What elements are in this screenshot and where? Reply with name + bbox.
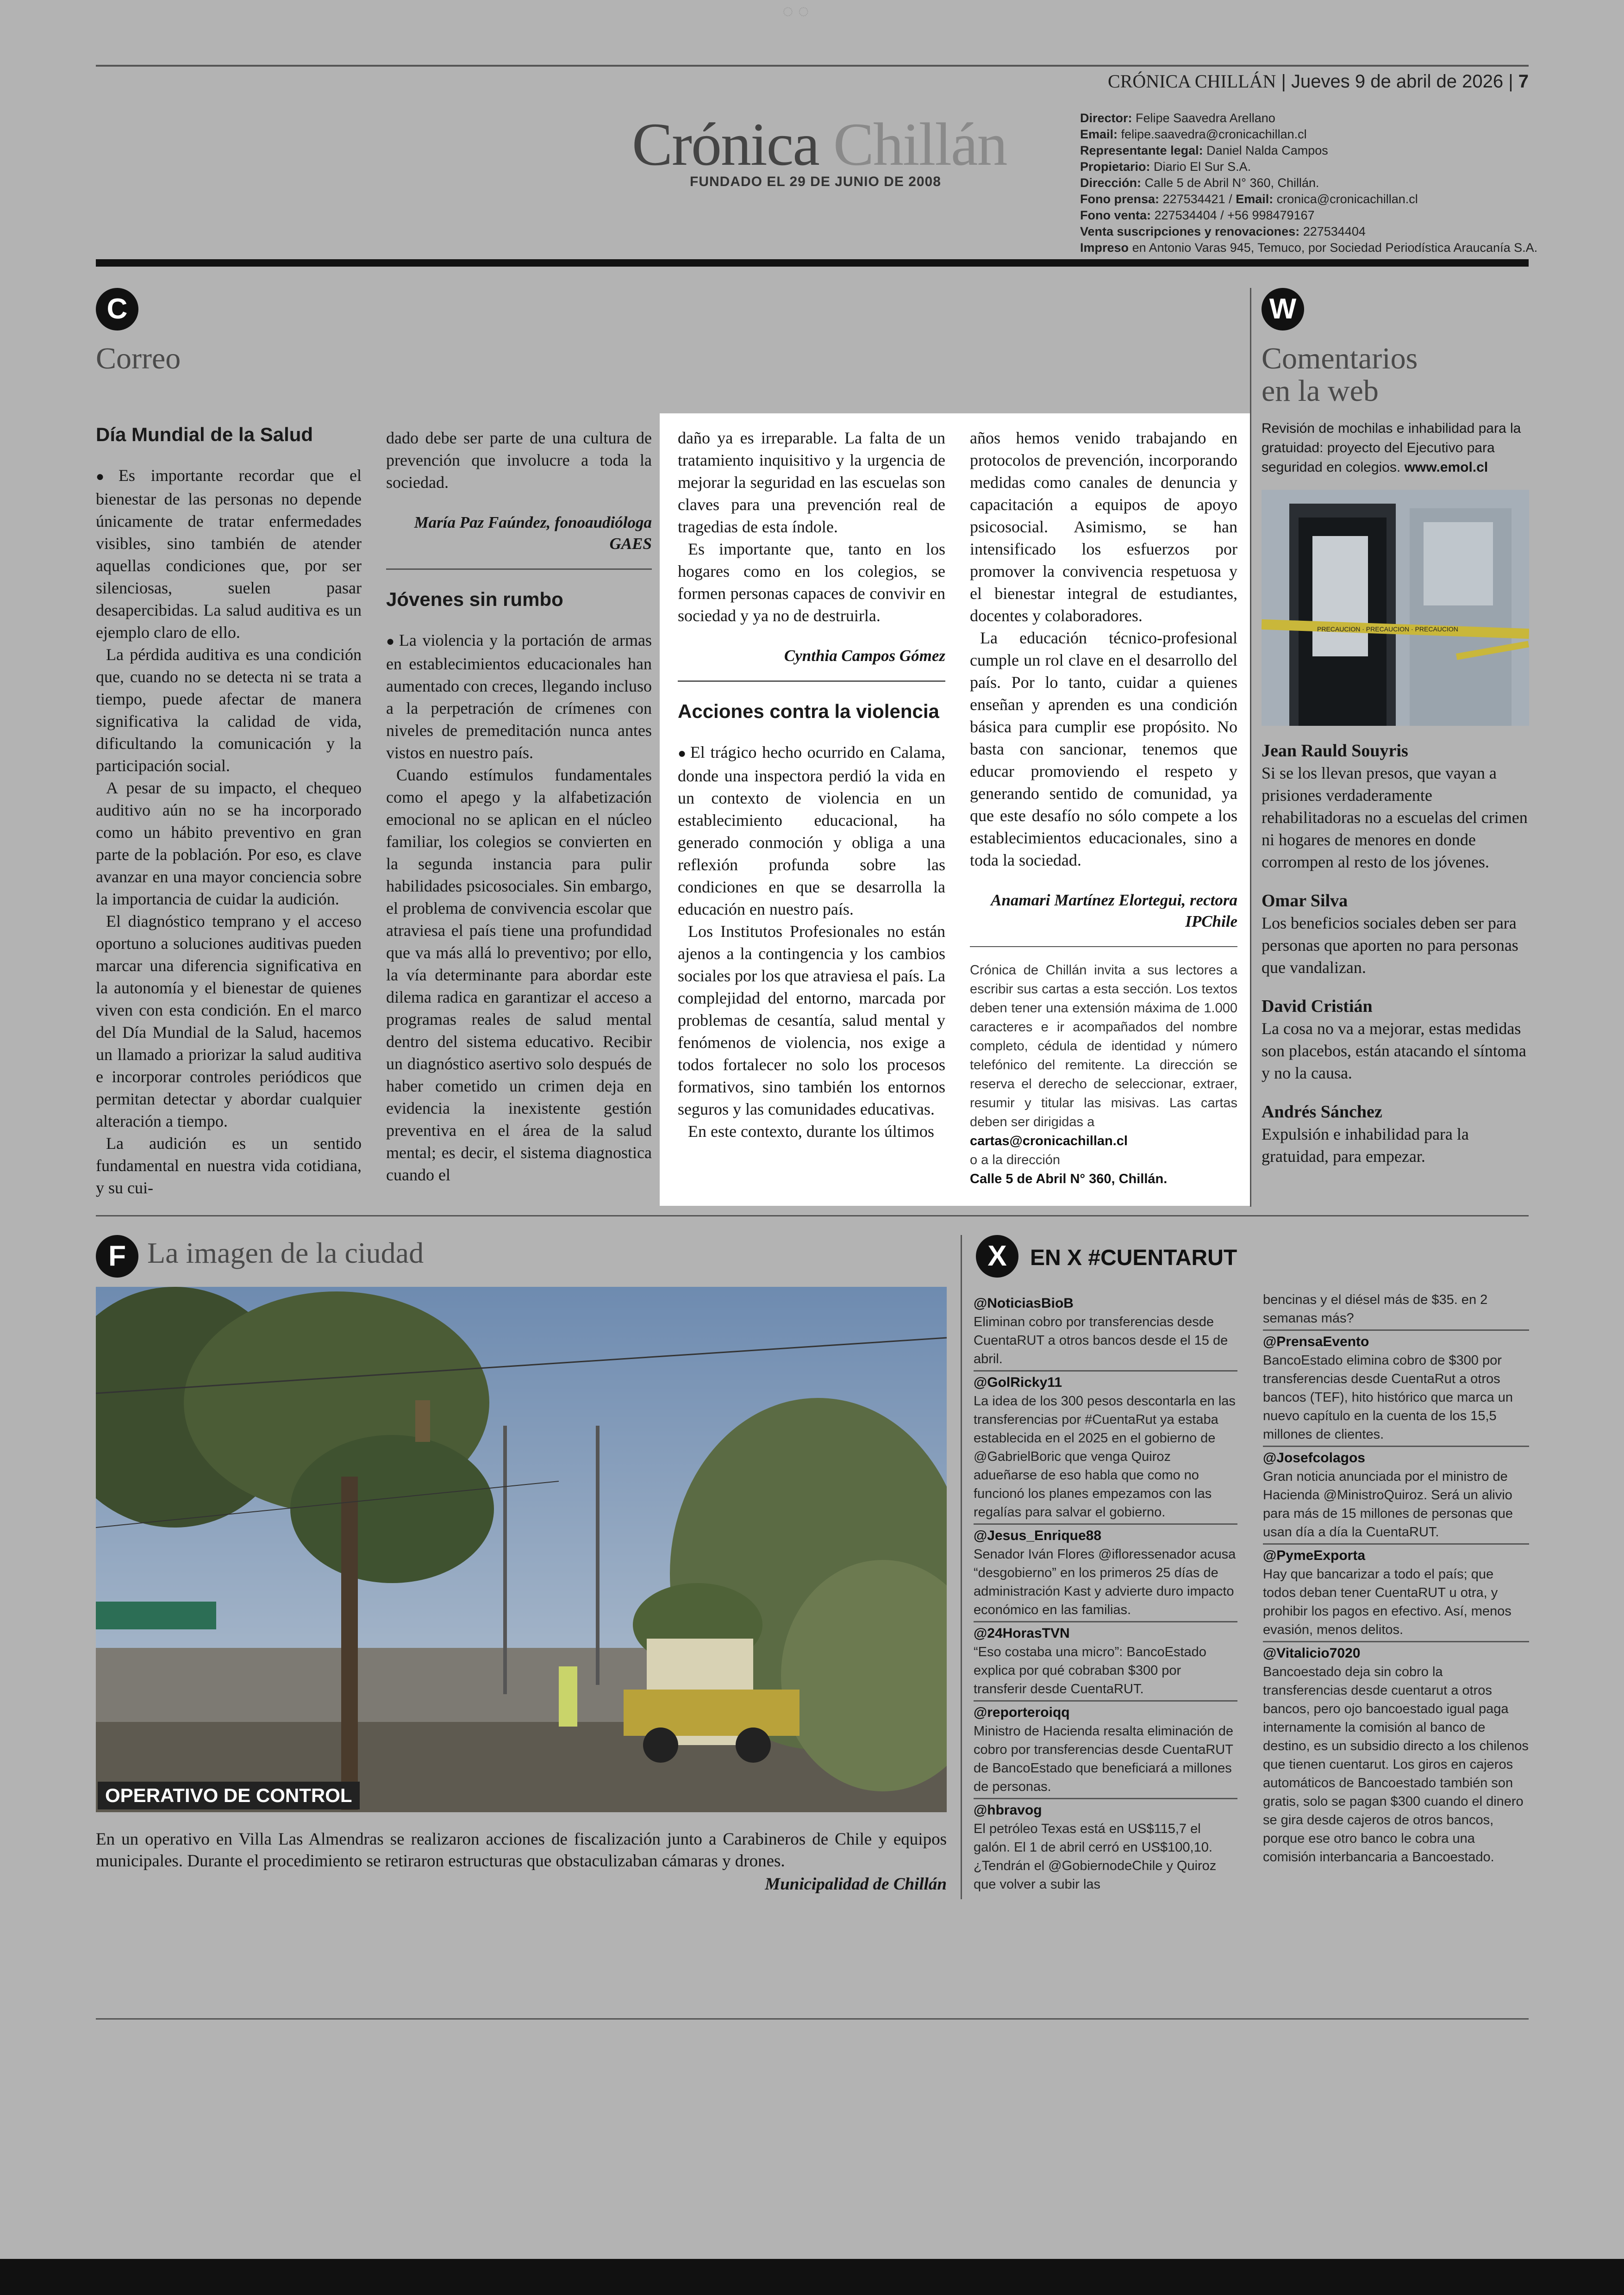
x-title: EN X #CUENTARUT xyxy=(1030,1246,1237,1270)
letter1-p4: El diagnóstico temprano y el acceso oportuno a soluciones auditivas pueden marcar una diferencia significativa en la autonomía y el bienestar de quienes viven con esta condición. En el marco del Día Mundial de la Salud, hacemos un llamado a priorizar la salud auditiva e incorporar controles periódicos que permitan detectar y abordar cualquier alteración a tiempo. xyxy=(96,912,362,1130)
notice-address: Calle 5 de Abril N° 360, Chillán. xyxy=(970,1172,1168,1186)
correo-badge: C xyxy=(96,288,138,331)
photo-tag: OPERATIVO DE CONTROL xyxy=(98,1782,360,1809)
letter2-p1: ● La violencia y la portación de armas en establecimientos educacionales han aumentado con creces, llegando incluso a la perpetración de crímenes con niveles de premeditación nunca antes vistos en nuestro país. xyxy=(386,629,652,764)
comment-text: Expulsión e inhabilidad para la gratuidad, para empezar. xyxy=(1262,1125,1469,1166)
tweet-handle[interactable]: @reporteroiqq xyxy=(974,1700,1237,1722)
letter1-p5: La audición es un sentido fundamental en nuestra vida cotidiana, y su cui- xyxy=(96,1134,362,1197)
column-4 xyxy=(970,427,1237,1189)
letter1-p6: dado debe ser parte de una cultura de prevención que involucre a toda la sociedad. xyxy=(386,429,652,492)
section-divider xyxy=(96,1215,1529,1216)
bottom-rule xyxy=(96,2018,1529,2020)
city-photo xyxy=(96,1287,947,1812)
tweet-handle[interactable]: @NoticiasBioB xyxy=(974,1296,1074,1311)
staff-value: felipe.saavedra@cronicachillan.cl xyxy=(1121,127,1307,141)
letter2-p2: Cuando estímulos fundamentales como el apego y la alfabetización emocional no se aplican en el núcleo familiar, los colegios se convierten en la segunda instancia para pulir habilidades psicosociales. Sin embargo, el problema de convivencia escolar que atraviesa el país tiene una profundidad que va más allá lo preventivo; por ello, la vía determinante para abordar este dilema radica en garantizar el acceso a programas reales de salud mental dentro del sistema educativo. Recibir un diagnóstico asertivo solo después de haber cometido un crimen deja en evidencia la inexistente gestión preventiva en el área de la salud mental; es decir, el sistema diagnostica cuando el xyxy=(386,766,652,1184)
letter3-p3: En este contexto, durante los últimos xyxy=(688,1122,934,1141)
letter2-p3: daño ya es irreparable. La falta de un tratamiento inquisitivo y la urgencia de mejorar la seguridad en las escuelas son claves para una prevención real de tragedias de esta índole. xyxy=(678,429,945,536)
letter2-p4: Es importante que, tanto en los hogares como en los colegios, se formen personas capaces de convivir en sociedad y ya no de destruirla. xyxy=(678,540,945,625)
staff-value: Felipe Saavedra Arellano xyxy=(1136,111,1275,125)
tweet-text: Bancoestado deja sin cobro la transferencias desde cuentarut a otros bancos, pero ojo bancoestado igual paga internamente la comisión al banco de destino, es un subsidio directo a los chilenos que tienen cuentarut. Los giros en cajeros automáticos de Bancoestado también son gratis, solo se pagan $300 cuando el dinero se gira desde cajeros de otros bancos, porque ese otro banco le cobra una comisión interbancaria a Bancoestado. xyxy=(1263,1665,1529,1865)
masthead-logo xyxy=(632,109,1007,180)
comment-author: David Cristián xyxy=(1262,997,1373,1016)
staff-value: en Antonio Varas 945, Temuco, por Sociedad Periodística Araucanía S.A. xyxy=(1132,241,1538,255)
folio-paper: CRÓNICA CHILLÁN xyxy=(1108,71,1276,92)
comment-text: Si se los llevan presos, que vayan a prisiones verdaderamente rehabilitadoras no a escuelas del crimen ni hogares de menores en donde corrompen al resto de los jóvenes. xyxy=(1262,764,1528,871)
masthead-a: Crónica xyxy=(632,110,819,178)
staff-key: Dirección: xyxy=(1080,176,1142,190)
tweet-handle[interactable]: @hbravog xyxy=(974,1798,1237,1820)
viewer-bottom-bar xyxy=(0,2259,1624,2295)
staff-key: Email: xyxy=(1080,127,1118,141)
comment-author: Omar Silva xyxy=(1262,891,1348,911)
masthead-rule xyxy=(96,259,1529,267)
divider xyxy=(386,568,652,570)
founded-line: FUNDADO EL 29 DE JUNIO DE 2008 xyxy=(690,174,941,189)
column-2 xyxy=(386,427,652,1186)
tweet-handle[interactable]: @PymeExporta xyxy=(1263,1543,1529,1565)
tweet-text: bencinas y el diésel más de $35. en 2 semanas más? xyxy=(1263,1292,1488,1326)
comment-author: Jean Rauld Souyris xyxy=(1262,741,1408,761)
web-comments xyxy=(1262,740,1529,1167)
tweet-handle[interactable]: @24HorasTVN xyxy=(974,1621,1237,1643)
comment xyxy=(1262,740,1529,873)
web-intro xyxy=(1262,419,1529,477)
letter1-p1: ● Es importante recordar que el bienestar de las personas no depende únicamente de tratar enfermedades visibles, sino también de atender aquellas condiciones que, por ser silenciosas, suelen pasar desapercibidas. La salud auditiva es un ejemplo claro de ello. xyxy=(96,464,362,643)
comment-author: Andrés Sánchez xyxy=(1262,1102,1382,1122)
comment xyxy=(1262,890,1529,979)
web-badge: W xyxy=(1262,288,1304,331)
letter3-title: Acciones contra la violencia xyxy=(678,700,939,722)
notice-or: o a la dirección xyxy=(970,1153,1061,1167)
letter3-signature: Anamari Martínez Elortegui, rectora IPChile xyxy=(991,891,1237,930)
comment xyxy=(1262,995,1529,1084)
tweet-handle[interactable]: @Vitalicio7020 xyxy=(1263,1641,1529,1663)
letter3-p4: años hemos venido trabajando en protocolos de prevención, incorporando medidas como canales de denuncia y capacitación a equipos de apoyo psicosocial. Asimismo, se han intensificado los esfuerzos por promover la convivencia respetuosa y el bienestar integral de estudiantes, docentes y colaboradores. xyxy=(970,429,1237,625)
staff-key: Impreso xyxy=(1080,241,1129,255)
staff-value: 227534404 / +56 998479167 xyxy=(1154,208,1315,222)
letter2-title: Jóvenes sin rumbo xyxy=(386,588,563,610)
staff-key: Director: xyxy=(1080,111,1132,125)
staff-key: Fono venta: xyxy=(1080,208,1151,222)
staff-value: Diario El Sur S.A. xyxy=(1154,160,1251,174)
letter1-p2: La pérdida auditiva es una condición que, cuando no se detecta ni se trata a tiempo, puede afectar de manera significativa la calidad de vida, dificultando la comunicación y la participación social. xyxy=(96,645,362,775)
top-rule xyxy=(96,65,1529,67)
page-nav-arrows[interactable]: ◌ ◌ xyxy=(782,0,809,21)
x-col1 xyxy=(974,1291,1237,1894)
letter1-col1 xyxy=(96,424,362,1199)
tweet-handle[interactable]: @GolRicky11 xyxy=(974,1370,1237,1392)
tweet-handle[interactable]: @Josefcolagos xyxy=(1263,1446,1529,1467)
comment-text: Los beneficios sociales deben ser para personas que aporten no para personas que vandalizan. xyxy=(1262,914,1518,977)
comment-text: La cosa no va a mejorar, estas medidas son placebos, están atacando el síntoma y no la causa. xyxy=(1262,1019,1526,1082)
tweet-text: Ministro de Hacienda resalta eliminación de cobro por transferencias desde CuentaRUT de BancoEstado que beneficiará a millones de personas. xyxy=(974,1724,1233,1794)
web-title xyxy=(1262,343,1418,407)
staff-box xyxy=(1080,110,1537,256)
column-3 xyxy=(678,427,945,1142)
staff-value: Daniel Nalda Campos xyxy=(1206,143,1328,157)
letters-notice xyxy=(970,961,1237,1189)
photo-credit: Municipalidad de Chillán xyxy=(765,1875,947,1894)
staff-key: Email: xyxy=(1236,192,1274,206)
correo-title: Correo xyxy=(96,342,181,375)
letter1-title: Día Mundial de la Salud xyxy=(96,424,313,445)
letter3-p1: ● El trágico hecho ocurrido en Calama, donde una inspectora perdió la vida en un contexto de violencia en un establecimiento educacional, ha generado conmoción y obliga a una reflexión profunda sobre las condiciones en que se desarrolla la educación en nuestro país. xyxy=(678,741,945,920)
folio: CRÓNICA CHILLÁN | Jueves 9 de abril de 2026 | 7 xyxy=(1108,71,1529,92)
vertical-divider xyxy=(961,1235,962,1899)
divider xyxy=(678,680,945,682)
folio-date: Jueves 9 de abril de 2026 xyxy=(1291,71,1504,92)
web-title-b: en la web xyxy=(1262,374,1379,408)
photo-caption: En un operativo en Villa Las Almendras se realizaron acciones de fiscalización junto a Carabineros de Chile y equipos municipales. Durante el procedimiento se retiraron estructuras que obstaculizaban cámaras y drones. xyxy=(96,1830,947,1871)
folio-page: 7 xyxy=(1518,71,1529,92)
staff-key: Fono prensa: xyxy=(1080,192,1160,206)
web-photo xyxy=(1262,490,1529,726)
staff-value: cronica@cronicachillan.cl xyxy=(1276,192,1418,206)
letter3-p5: La educación técnico-profesional cumple un rol clave en el desarrollo del país. Por lo tanto, cuidar a quienes enseñan y aprenden es una condición básica para cumplir ese propósito. No basta con sancionar, tenemos que educar promoviendo el respeto y generando sentido de comunidad, ya que este desafío no sólo compete a los establecimientos educacionales, sino a toda la sociedad. xyxy=(970,629,1237,869)
tweet-handle[interactable]: @PrensaEvento xyxy=(1263,1329,1529,1351)
staff-key: Venta suscripciones y renovaciones: xyxy=(1080,225,1300,238)
web-title-a: Comentarios xyxy=(1262,342,1418,375)
staff-value: 227534421 / xyxy=(1162,192,1236,206)
tweet-text: Senador Iván Flores @ifloressenador acusa “desgobierno” en los primeros 25 días de administración Kast y advierte duro impacto económico en las familias. xyxy=(974,1547,1236,1617)
imagen-badge: F xyxy=(96,1235,138,1278)
tweet-text: Gran noticia anunciada por el ministro de Hacienda @MinistroQuiroz. Será un alivio para más de 15 millones de personas que usan día a día la CuentaRUT. xyxy=(1263,1469,1513,1540)
web-intro-text: Revisión de mochilas e inhabilidad para la gratuidad: proyecto del Ejecutivo para seguridad en colegios. xyxy=(1262,421,1521,475)
staff-key: Representante legal: xyxy=(1080,143,1203,157)
x-col2 xyxy=(1263,1291,1529,1866)
tweet-text: “Eso costaba una micro”: BancoEstado explica por qué cobraban $300 por transferir desde CuentaRUT. xyxy=(974,1645,1206,1696)
school-door-photo xyxy=(1262,490,1529,726)
comment xyxy=(1262,1101,1529,1167)
tree-cutting-photo xyxy=(96,1287,947,1812)
staff-value: Calle 5 de Abril N° 360, Chillán. xyxy=(1144,176,1319,190)
staff-value: 227534404 xyxy=(1303,225,1366,238)
imagen-title: La imagen de la ciudad xyxy=(147,1236,424,1269)
masthead-b: Chillán xyxy=(833,110,1007,178)
svg-text:PRECAUCION · PRECAUCION · PREC: PRECAUCION · PRECAUCION · PRECAUCION xyxy=(1317,625,1458,633)
x-badge: X xyxy=(976,1235,1018,1278)
divider xyxy=(970,946,1237,947)
web-intro-site[interactable]: www.emol.cl xyxy=(1404,460,1488,475)
tweet-text: El petróleo Texas está en US$115,7 el galón. El 1 de abril cerró en US$100,10. ¿Tendrán el @GobiernodeChile y Quiroz que volver a subir las xyxy=(974,1821,1217,1892)
letter3-p2: Los Institutos Profesionales no están ajenos a la contingencia y los cambios sociales por los que atraviesa el país. La complejidad del entorno, marcada por problemas de cesantía, salud mental y fenómenos de violencia, nos exige a todos fortalecer no solo los procesos formativos, sino también los entornos seguros y las comunidades educativas. xyxy=(678,922,945,1118)
notice-text: Crónica de Chillán invita a sus lectores a escribir sus cartas a esta sección. Los textos deben tener una extensión máxima de 1.000 caracteres e ir acompañados del nombre completo, cédula de identidad y número telefónico del remitente. La dirección se reserva el derecho de seleccionar, extraer, resumir y titular las misivas. Las cartas deben ser dirigidas a xyxy=(970,963,1237,1129)
letter2-signature: Cynthia Campos Gómez xyxy=(784,647,945,665)
staff-key: Propietario: xyxy=(1080,160,1150,174)
notice-email[interactable]: cartas@cronicachillan.cl xyxy=(970,1134,1128,1148)
letter1-signature: María Paz Faúndez, fonoaudióloga GAES xyxy=(414,513,652,553)
tweet-text: La idea de los 300 pesos descontarla en las transferencias por #CuentaRut ya estaba establecida en el 2025 en el gobierno de @GabrielBoric que venga Quiroz adueñarse de eso habla que como no funcionó los planes empezamos con las regalías para salvar el gobierno. xyxy=(974,1394,1236,1520)
tweet-handle[interactable]: @Jesus_Enrique88 xyxy=(974,1523,1237,1545)
vertical-divider xyxy=(1250,288,1251,1207)
tweet-text: Hay que bancarizar a todo el país; que todos deban tener CuentaRUT u otra, y prohibir los pagos en efectivo. Así, menos evasión, menos delitos. xyxy=(1263,1567,1512,1637)
letter1-p3: A pesar de su impacto, el chequeo auditivo aún no se ha incorporado como un hábito preventivo en gran parte de la población. Por eso, es clave avanzar en una mayor conciencia sobre la importancia de cuidar la audición. xyxy=(96,779,362,908)
tweet-text: Eliminan cobro por transferencias desde CuentaRUT a otros bancos desde el 15 de abril. xyxy=(974,1315,1228,1366)
tweet-text: BancoEstado elimina cobro de $300 por transferencias desde CuentaRut a otros bancos (TEF), hito histórico que marca un nuevo capítulo en la cuenta de los 15,5 millones de clientes. xyxy=(1263,1353,1513,1442)
